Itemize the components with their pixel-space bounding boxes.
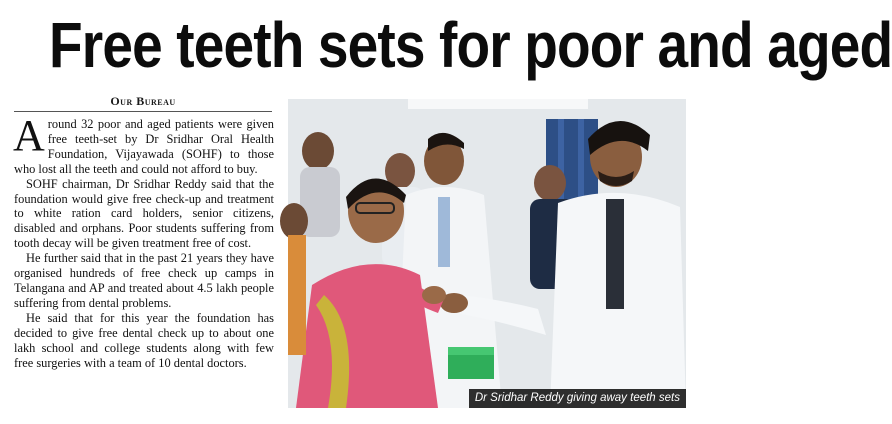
byline-rule [14, 111, 272, 112]
news-photo [288, 99, 686, 408]
drop-cap: A [13, 111, 45, 160]
article-paragraph-3: He further said that in the past 21 years they have organised hundreds of free check up camps in Telangana and AP and treated about 4.5 lakh people suffering from dental problems. [14, 251, 274, 310]
headline: Free teeth sets for poor and aged [49, 9, 892, 81]
photo-person-bg-3 [534, 165, 566, 201]
byline: Our Bureau [110, 94, 176, 108]
article-paragraph-2: SOHF chairman, Dr Sridhar Reddy said that the foundation would give free check-up and treatment to white ration card holders, senior citizens, disabled and orphans. Poor students suffering from tooth decay will be given treatment free of cost. [14, 176, 274, 251]
article-paragraph-1 [13, 111, 274, 177]
photo-ceiling-light [408, 99, 588, 109]
photo-caption: Dr Sridhar Reddy giving away teeth sets [469, 389, 686, 408]
photo-person-bg-1 [302, 132, 334, 170]
article-paragraph-4: He said that for this year the foundation has decided to give free dental check up to about one lakh school and college students along with few free surgeries with a team of 10 dental doctors. [14, 310, 274, 370]
photo-illustration [288, 99, 686, 408]
paragraph-1-text: round 32 poor and aged patients were given free teeth-set by Dr Sridhar Oral Health Foundation, Vijayawada (SOHF) to those who lost all the teeth and could not afford to buy. [14, 117, 274, 176]
article-body [13, 111, 274, 370]
